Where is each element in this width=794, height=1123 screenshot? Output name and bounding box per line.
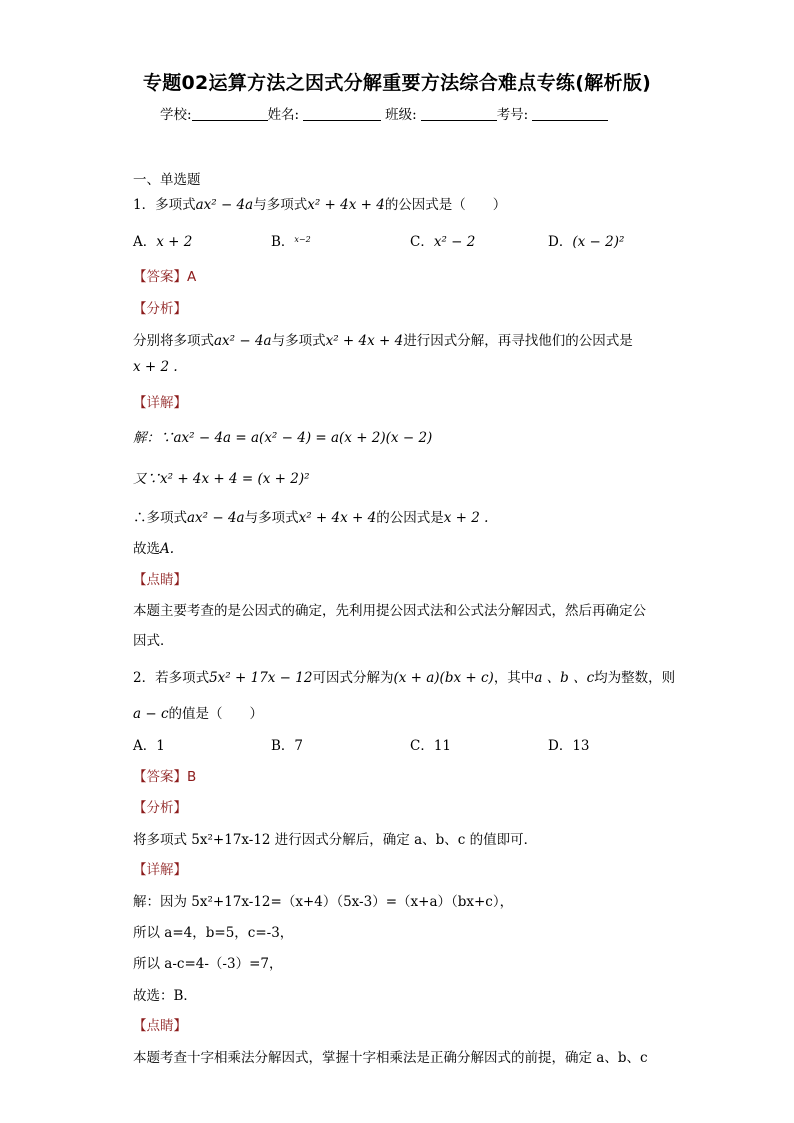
exam-no-label: 考号: xyxy=(496,107,529,123)
page-title: 专题02运算方法之因式分解重要方法综合难点专练(解析版) xyxy=(142,72,652,94)
q1-comment-1: 本题主要考查的是公因式的确定，先利用提公因式法和公式法分解因式，然后再确定公 xyxy=(133,603,646,619)
option-letter: A． xyxy=(133,234,157,250)
q1-detail-1: 解：∵ax² − 4a = a(x² − 4) = a(x + 2)(x − 2) xyxy=(133,430,433,446)
q1-option-c xyxy=(410,230,475,250)
analysis-text: 分别将多项式 xyxy=(133,333,214,349)
q1-choose xyxy=(133,537,174,557)
q2-option-c: C．11 xyxy=(410,738,452,754)
q1-answer: 【答案】A xyxy=(133,269,197,285)
q2-detail-1: 解：因为 5x²+17x-12=（x+4）（5x-3）=（x+a）（bx+c）， xyxy=(133,894,514,910)
detail-expr: ax² − 4a xyxy=(187,510,245,526)
analysis-expr: x² + 4x + 4 xyxy=(325,333,404,349)
name-label: 姓名: xyxy=(267,107,300,123)
q1-analysis-cont: x + 2 . xyxy=(133,359,178,375)
q1-detail-label: 【详解】 xyxy=(133,395,187,411)
q2-stem-text-4: 均为整数，则 xyxy=(594,670,676,686)
q1-expr2: x² + 4x + 4 xyxy=(307,197,385,213)
option-letter: C． xyxy=(410,234,434,250)
analysis-expr: ax² − 4a xyxy=(214,333,272,349)
q2-expr1: 5x² + 17x − 12 xyxy=(209,670,313,686)
choose-text: 故选 xyxy=(133,541,160,557)
q2-expr2: (x + a)(bx + c) xyxy=(393,670,494,686)
q2-analysis: 将多项式 5x²+17x-12 进行因式分解后，确定 a、b、c 的值即可． xyxy=(133,832,538,848)
q2-stem-text-3: ，其中 xyxy=(493,670,535,686)
option-value: (x − 2)² xyxy=(572,234,625,250)
detail-expr: x + 2 . xyxy=(443,510,489,526)
analysis-text: 与多项式 xyxy=(271,333,326,349)
section-heading: 一、单选题 xyxy=(133,172,201,188)
q1-option-d xyxy=(548,230,624,250)
name-blank[interactable] xyxy=(303,106,381,121)
q2-comment-label: 【点睛】 xyxy=(133,1018,187,1034)
q2-vars: a 、b 、c xyxy=(534,670,595,686)
detail-text: 与多项式 xyxy=(244,510,299,526)
q2-stem-cont xyxy=(133,702,263,722)
q1-comment-2: 因式． xyxy=(133,633,174,649)
option-letter: D． xyxy=(548,234,573,250)
q1-detail-2: 又∵x² + 4x + 4 = (x + 2)² xyxy=(133,471,310,487)
q1-option-a xyxy=(133,230,192,250)
q2-stem-text-5: 的值是（ ） xyxy=(168,706,264,722)
q2-answer: 【答案】B xyxy=(133,769,197,785)
choose-value: A. xyxy=(160,541,175,557)
option-letter: B． xyxy=(271,234,295,250)
school-blank[interactable] xyxy=(192,106,268,121)
q2-stem-text: 2．若多项式 xyxy=(133,670,210,686)
q1-expr1: ax² − 4a xyxy=(195,197,254,213)
school-label: 学校: xyxy=(160,107,192,123)
q2-detail-4: 故选：B． xyxy=(133,988,197,1004)
detail-expr: x² + 4x + 4 xyxy=(298,510,377,526)
q1-stem-text: 1．多项式 xyxy=(133,197,196,213)
q1-stem xyxy=(133,193,506,213)
q2-option-d: D．13 xyxy=(548,738,590,754)
q2-option-b: B．7 xyxy=(271,738,304,754)
q2-option-a: A．1 xyxy=(133,738,165,754)
q2-detail-label: 【详解】 xyxy=(133,862,187,878)
q2-expr3: a − c xyxy=(133,706,169,722)
q1-stem-text-3: 的公因式是（ ） xyxy=(384,197,507,213)
detail-text: ∴多项式 xyxy=(133,510,187,526)
q2-analysis-label: 【分析】 xyxy=(133,800,187,816)
q2-detail-2: 所以 a=4，b=5，c=-3， xyxy=(133,925,294,941)
q1-comment-label: 【点睛】 xyxy=(133,572,187,588)
q2-comment-1: 本题考查十字相乘法分解因式，掌握十字相乘法是正确分解因式的前提，确定 a、b、c xyxy=(133,1050,648,1066)
q1-detail-3 xyxy=(133,506,488,526)
class-blank[interactable] xyxy=(421,106,497,121)
q2-detail-3: 所以 a-c=4-（-3）=7， xyxy=(133,956,283,972)
student-info-line xyxy=(160,103,608,123)
q1-analysis xyxy=(133,329,633,349)
q1-option-b xyxy=(271,230,311,250)
detail-text: 的公因式是 xyxy=(376,510,444,526)
option-value: x + 2 xyxy=(156,234,193,250)
q1-stem-text-2: 与多项式 xyxy=(253,197,308,213)
q2-stem-text-2: 可因式分解为 xyxy=(312,670,394,686)
class-label: 班级: xyxy=(385,107,417,123)
exam-no-blank[interactable] xyxy=(532,106,608,121)
q2-stem xyxy=(133,666,675,686)
option-value: x−2 xyxy=(294,235,311,244)
option-value: x² − 2 xyxy=(433,234,476,250)
q1-analysis-label: 【分析】 xyxy=(133,301,187,317)
analysis-text: 进行因式分解，再寻找他们的公因式是 xyxy=(403,333,633,349)
